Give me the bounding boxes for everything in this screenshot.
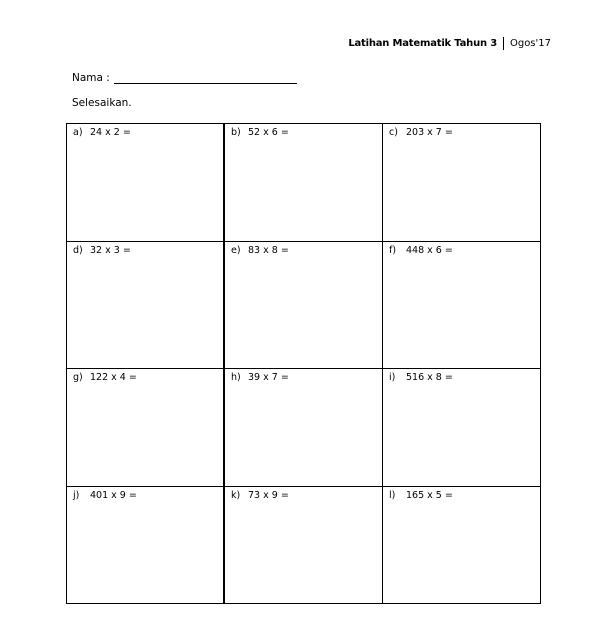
question-text: 122 x 4 = bbox=[90, 372, 137, 383]
question-text: 203 x 7 = bbox=[406, 127, 453, 138]
question-label: h) bbox=[231, 372, 241, 383]
question-label: g) bbox=[73, 372, 83, 383]
question-cell-d[interactable] bbox=[67, 242, 225, 369]
question-text: 24 x 2 = bbox=[90, 127, 131, 138]
question-text: 52 x 6 = bbox=[248, 127, 289, 138]
question-text: 73 x 9 = bbox=[248, 490, 289, 501]
question-text: 165 x 5 = bbox=[406, 490, 453, 501]
question-text: 83 x 8 = bbox=[248, 245, 289, 256]
question-label: j) bbox=[73, 490, 80, 501]
name-row bbox=[72, 71, 297, 84]
question-label: c) bbox=[389, 127, 398, 138]
question-text: 39 x 7 = bbox=[248, 372, 289, 383]
question-cell-b[interactable] bbox=[225, 124, 383, 242]
name-field-line[interactable] bbox=[114, 71, 297, 84]
question-text: 32 x 3 = bbox=[90, 245, 131, 256]
name-label: Nama : bbox=[72, 72, 110, 84]
question-label: d) bbox=[73, 245, 83, 256]
question-cell-h[interactable] bbox=[225, 369, 383, 487]
question-label: a) bbox=[73, 127, 83, 138]
question-label: b) bbox=[231, 127, 241, 138]
question-cell-f[interactable] bbox=[383, 242, 540, 369]
question-label: f) bbox=[389, 245, 397, 256]
question-label: i) bbox=[389, 372, 396, 383]
question-text: 516 x 8 = bbox=[406, 372, 453, 383]
header-divider bbox=[503, 37, 504, 50]
question-label: e) bbox=[231, 245, 241, 256]
worksheet-title: Latihan Matematik Tahun 3 bbox=[348, 38, 497, 49]
question-grid bbox=[66, 123, 541, 604]
question-cell-e[interactable] bbox=[225, 242, 383, 369]
question-text: 401 x 9 = bbox=[90, 490, 137, 501]
worksheet-date: Ogos'17 bbox=[509, 38, 551, 49]
instruction-text: Selesaikan. bbox=[72, 97, 132, 109]
question-cell-a[interactable] bbox=[67, 124, 225, 242]
question-label: l) bbox=[389, 490, 396, 501]
question-label: k) bbox=[231, 490, 241, 501]
question-cell-g[interactable] bbox=[67, 369, 225, 487]
question-cell-c[interactable] bbox=[383, 124, 540, 242]
question-text: 448 x 6 = bbox=[406, 245, 453, 256]
question-cell-k[interactable] bbox=[225, 487, 383, 603]
question-cell-i[interactable] bbox=[383, 369, 540, 487]
page-header bbox=[348, 37, 551, 50]
question-cell-j[interactable] bbox=[67, 487, 225, 603]
question-cell-l[interactable] bbox=[383, 487, 540, 603]
